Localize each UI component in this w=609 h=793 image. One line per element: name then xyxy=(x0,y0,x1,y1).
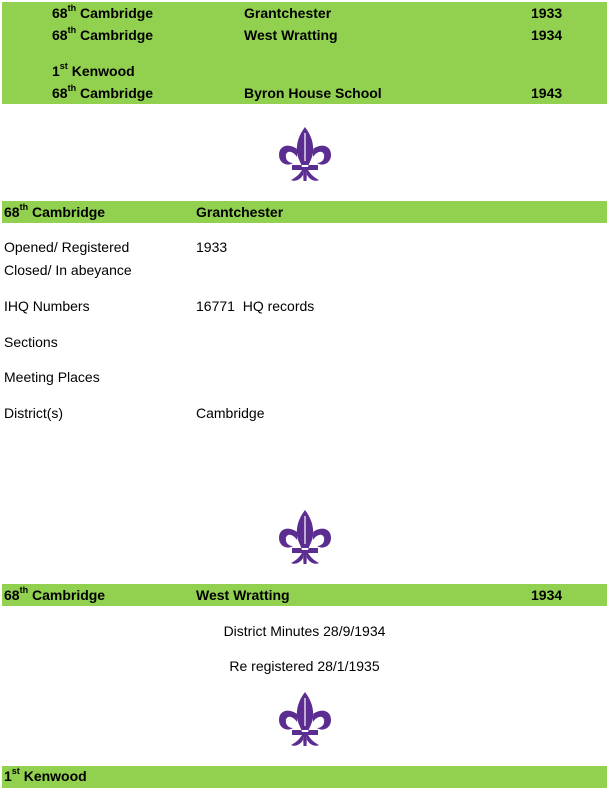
grantchester-header-place: Grantchester xyxy=(196,204,284,220)
west-wratting-header-place: West Wratting xyxy=(196,587,290,603)
west-wratting-header-year: 1934 xyxy=(531,587,563,603)
summary-row-1-group: 68th Cambridge xyxy=(52,3,154,21)
summary-row-2-group: 68th Cambridge xyxy=(52,25,154,43)
summary-row-4-place: Byron House School xyxy=(244,85,382,101)
opened-value: 1933 xyxy=(196,239,228,255)
summary-row-4-group: 68th Cambridge xyxy=(52,83,154,101)
closed-label: Closed/ In abeyance xyxy=(4,262,132,278)
west-wratting-header-group: 68th Cambridge xyxy=(4,585,106,603)
district-value: Cambridge xyxy=(196,405,265,421)
district-label: District(s) xyxy=(4,405,64,421)
kenwood-header-group: 1st Kenwood xyxy=(4,766,87,784)
summary-row-2-place: West Wratting xyxy=(244,27,338,43)
opened-label: Opened/ Registered xyxy=(4,239,130,255)
re-registered-note: Re registered 28/1/1935 xyxy=(229,658,380,674)
scout-fleur-de-lis-icon xyxy=(275,690,335,750)
ihq-label: IHQ Numbers xyxy=(4,298,90,314)
sections-label: Sections xyxy=(4,334,58,350)
ihq-value: 16771 HQ records xyxy=(196,298,315,314)
summary-row-3-group: 1st Kenwood xyxy=(52,61,135,79)
summary-row-4-year: 1943 xyxy=(531,85,563,101)
summary-row-2-year: 1934 xyxy=(531,27,563,43)
grantchester-header-group: 68th Cambridge xyxy=(4,202,106,220)
meeting-places-label: Meeting Places xyxy=(4,369,100,385)
scout-fleur-de-lis-icon xyxy=(275,125,335,185)
summary-row-1-year: 1933 xyxy=(531,5,563,21)
district-minutes-note: District Minutes 28/9/1934 xyxy=(223,623,386,639)
scout-fleur-de-lis-icon xyxy=(275,508,335,568)
kenwood-header-bar xyxy=(2,766,607,788)
summary-row-1-place: Grantchester xyxy=(244,5,332,21)
